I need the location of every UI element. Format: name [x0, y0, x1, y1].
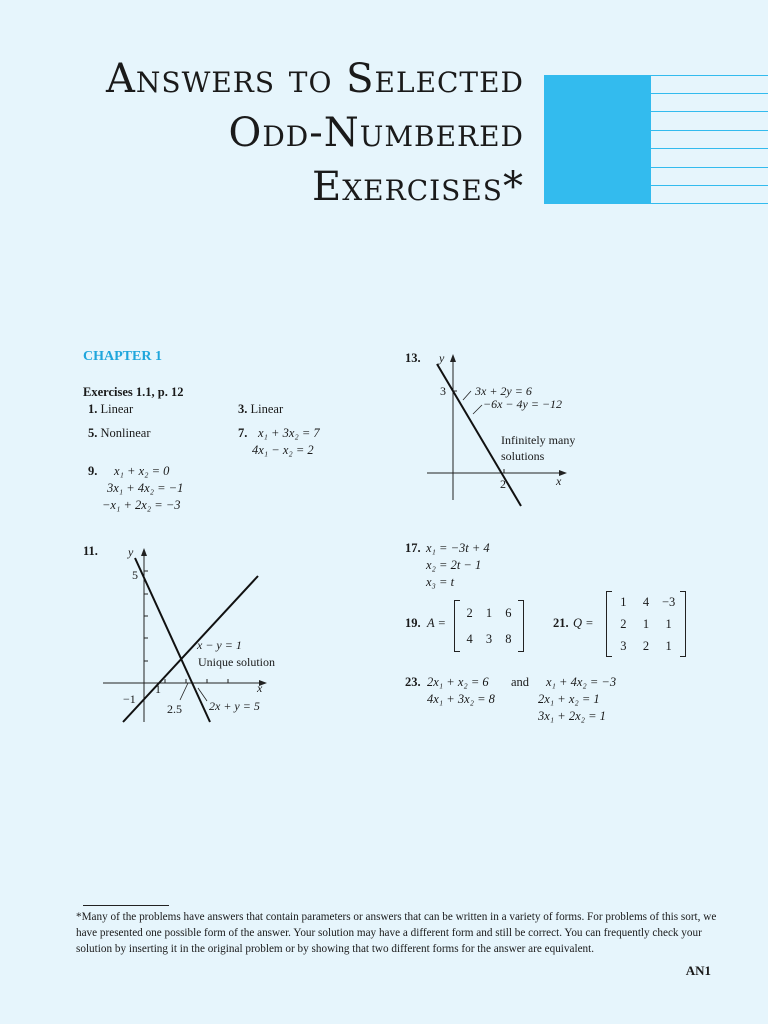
answer-23-left-2: 4x₁ + 3x₂ = 8 [427, 692, 495, 706]
answer-1: 1. Linear [88, 402, 134, 416]
answer-5: 5. Nonlinear [88, 426, 151, 440]
matrix-q: 1 4 −3 2 1 1 3 2 1 [606, 591, 686, 657]
answer-23-right-1: x₁ + 4x₂ = −3 [546, 675, 617, 689]
label-infinitely-many: Infinitely many [501, 433, 575, 447]
tick-label-minus-1: −1 [123, 692, 136, 706]
label-x-minus-y-1: x − y = 1 [197, 638, 242, 652]
label-2x-plus-y-5: 2x + y = 5 [209, 699, 260, 713]
title-line-2: Odd-Numbered [228, 110, 524, 156]
answer-9-number: 9. [88, 464, 98, 478]
decorative-rules [651, 75, 768, 204]
answer-7-line-2: 4x₁ − x₂ = 2 [252, 443, 314, 457]
y-axis-arrow [450, 354, 456, 362]
section-heading: Exercises 1.1, p. 12 [83, 385, 184, 399]
answer-7-number: 7. [238, 426, 248, 440]
title-line-3: Exercises* [312, 164, 524, 210]
answer-21-lhs: Q = [573, 616, 594, 630]
answer-13-number: 13. [405, 351, 421, 365]
answer-9-line-3: −x₁ + 2x₂ = −3 [102, 498, 181, 512]
answer-23-right-2: 2x₁ + x₂ = 1 [538, 692, 600, 706]
x-axis-label: x [556, 474, 562, 488]
tick-label-5: 5 [132, 568, 138, 582]
answer-17-number: 17. [405, 541, 421, 555]
matrix-a: 2 1 6 4 3 8 [454, 600, 524, 652]
y-axis-arrow [141, 548, 147, 556]
x-axis-label: x [257, 681, 263, 695]
answer-7-line-1: x₁ + 3x₂ = 7 [258, 426, 320, 440]
tick-label-2-5: 2.5 [167, 702, 182, 716]
answer-23-number: 23. [405, 675, 421, 689]
answer-23-left-1: 2x₁ + x₂ = 6 [427, 675, 489, 689]
answer-11-number: 11. [83, 544, 98, 558]
x-ticks [165, 679, 228, 683]
graph-11 [95, 540, 295, 730]
answer-17-line-3: x₃ = t [426, 575, 455, 589]
answer-23-and: and [511, 675, 530, 689]
label-unique-solution: Unique solution [198, 655, 275, 669]
answer-23-right-3: 3x₁ + 2x₂ = 1 [538, 709, 606, 723]
footnote: *Many of the problems have answers that contain parameters or answers that can be written in a variety of forms. For problems of this sort, we have presented one possible form of the answer. Your solution may have a different form and still be correct. You can frequently check your solution by inserting it in the original problem or by showing that two different forms for the answer are equivalent. [76, 911, 717, 955]
page-number: AN1 [685, 963, 711, 978]
answer-21-number: 21. [553, 616, 569, 630]
tick-label-1: 1 [155, 682, 161, 696]
answer-17-line-2: x₂ = 2t − 1 [426, 558, 482, 572]
answer-9-line-2: 3x₁ + 4x₂ = −1 [107, 481, 184, 495]
label-solutions: solutions [501, 449, 545, 463]
label-3x-plus-2y-6: 3x + 2y = 6 [475, 384, 532, 398]
page-title [106, 52, 524, 214]
chapter-heading: CHAPTER 1 [83, 349, 162, 364]
answer-9-line-1: x₁ + x₂ = 0 [114, 464, 170, 478]
leader-eq2 [473, 405, 482, 414]
graph-13 [425, 348, 575, 518]
decorative-blue-box [544, 75, 651, 204]
leader-eq1 [463, 391, 471, 400]
y-axis-label: y [439, 351, 445, 365]
answer-17-line-1: x₁ = −3t + 4 [426, 541, 490, 555]
y-axis-label: y [128, 545, 134, 559]
footnote-rule [83, 905, 169, 906]
title-line-1: Answers to Selected [106, 56, 524, 102]
answer-3: 3. Linear [238, 402, 284, 416]
tick-label-2: 2 [500, 477, 506, 491]
answer-19-number: 19. [405, 616, 421, 630]
leader-2-5 [180, 683, 188, 700]
label-minus-6x-minus-4y: −6x − 4y = −12 [483, 397, 563, 411]
tick-label-3: 3 [440, 384, 446, 398]
answer-19-lhs: A = [427, 616, 446, 630]
